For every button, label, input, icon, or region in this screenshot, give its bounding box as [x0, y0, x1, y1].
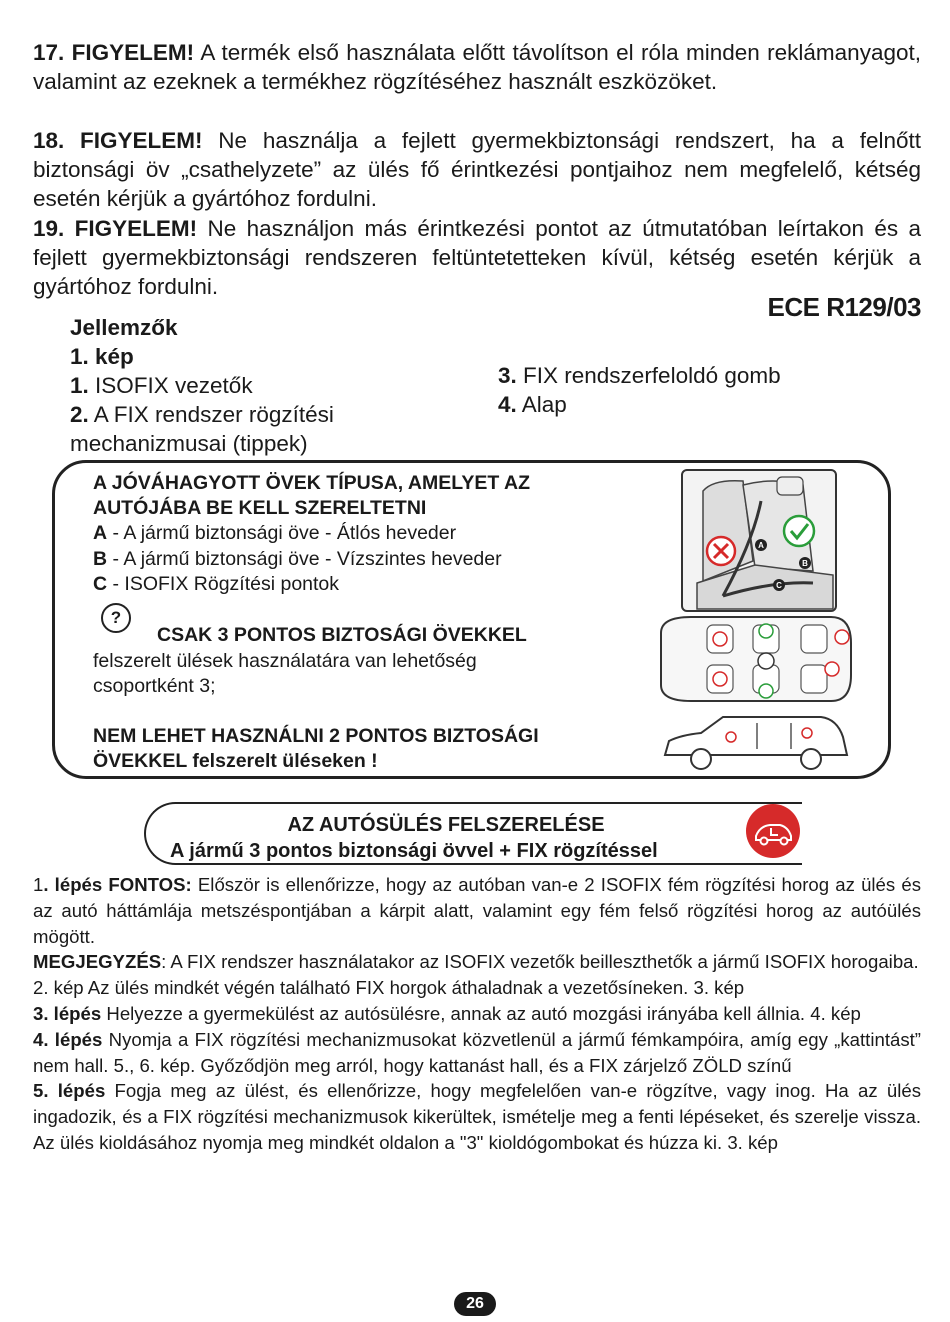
three-point-bold: CSAK 3 PONTOS BIZTOSÁGI ÖVEKKEL: [157, 624, 527, 646]
warning-head: 18. FIGYELEM!: [33, 128, 203, 153]
belt-item-key: A: [93, 522, 108, 544]
question-icon: ?: [101, 603, 131, 633]
step-bold: 3. lépés: [33, 1002, 102, 1024]
belt-item-b: [93, 547, 502, 572]
feature-num: 4.: [498, 392, 517, 417]
check-icon: [784, 516, 814, 546]
warning-text: Ne használjon más érintkezési pontot az útmutatóban leírtakon és a fejlett gyermekbiztonsági rendszeren feltüntetetteken kívül, kétség esetén kérjük a gyártóhoz fordulni.: [33, 216, 921, 299]
features-left: [70, 313, 430, 458]
warning-head: 17. FIGYELEM!: [33, 40, 195, 65]
belt-item-text: - A jármű biztonsági öve - Átlós heveder: [107, 522, 457, 544]
feature-text: A FIX rendszer rögzítési mechanizmusai (tippek): [70, 402, 334, 456]
step-note: [33, 949, 921, 975]
car-top-view-illustration: [651, 613, 856, 705]
step-text: Nyomja a FIX rögzítési mechanizmusokat közvetlenül a jármű fémkampóira, amíg egy „kattintást” nem hall. 5., 6. kép. Győződjön meg arról, hogy kattanást hall, és a FIX zárjelző ZÖLD színű: [33, 1028, 921, 1076]
step-text: : A FIX rendszer használatakor az ISOFIX vezetők beilleszthetők a jármű ISOFIX horogaiba.: [161, 951, 919, 973]
step-4: [33, 1027, 921, 1079]
warning-18: [33, 126, 921, 213]
feature-text: Alap: [516, 392, 567, 417]
step-5: [33, 1078, 921, 1155]
car-seat-icon: [746, 804, 800, 858]
installation-steps: [33, 872, 921, 1156]
feature-text: FIX rendszerfeloldó gomb: [516, 363, 781, 388]
car-side-view-illustration: [661, 711, 851, 773]
belt-box-title-2: AUTÓJÁBA BE KELL SZERELTETNI: [93, 497, 427, 519]
installation-header: [144, 802, 802, 865]
two-point-line2: [93, 749, 378, 774]
features-image-ref: 1. kép: [70, 344, 134, 369]
feature-text: ISOFIX vezetők: [88, 373, 253, 398]
belt-item-c: [93, 572, 339, 597]
belt-item-a: [93, 521, 456, 546]
two-point-line1: NEM LEHET HASZNÁLNI 2 PONTOS BIZTOSÁGI: [93, 725, 539, 747]
ece-standard: ECE R129/03: [767, 292, 921, 322]
feature-item: [498, 390, 878, 419]
label-c: C: [776, 581, 782, 590]
step-3: [33, 1001, 921, 1027]
three-point-line3: csoportként 3;: [93, 675, 216, 697]
features-right: [498, 361, 878, 419]
feature-num: 2.: [70, 402, 89, 427]
feature-item: [70, 371, 430, 400]
belt-item-text: - ISOFIX Rögzítési pontok: [107, 573, 340, 595]
label-b: B: [802, 559, 808, 568]
page-number: 26: [454, 1292, 496, 1316]
step-1: [33, 872, 921, 949]
label-a: A: [758, 541, 764, 550]
warning-17: [33, 38, 921, 96]
feature-num: 3.: [498, 363, 517, 388]
step-2: [33, 975, 921, 1001]
step-text: Először is ellenőrizze, hogy az autóban van-e 2 ISOFIX fém rögzítési horog az ülés és az autó háttámlája metszéspontjában a kárpit alatt, valamint egy fém felső rögzítési horog az autóülés mögött.: [33, 874, 921, 947]
step-lead: 1: [33, 874, 44, 895]
step-text: Fogja meg az ülést, és ellenőrizze, hogy megfelelően van-e rögzítve, vagy inog. Ha az ülés ingadozik, és a FIX rögzítési mechanizmusok kikerültek, ismételje meg a fenti lépéseket, és szerelje vissza. Az ülés kioldásához nyomja meg mindkét oldalon a "3" kioldógombokat és húzza ki. 3. kép: [33, 1080, 921, 1153]
three-point-line2: felszerelt ülések használatára van lehetőség: [93, 650, 477, 672]
feature-num: 1.: [70, 373, 89, 398]
installation-title: AZ AUTÓSÜLÉS FELSZERELÉSE: [287, 814, 605, 836]
two-point-bold: ÖVEKKEL: [93, 750, 187, 772]
step-text: Helyezze a gyermekülést az autósülésre, annak az autó mozgási irányába kell állnia. 4. kép: [101, 1002, 861, 1024]
installation-subtitle: A jármű 3 pontos biztonsági övvel + FIX rögzítéssel: [170, 840, 658, 862]
belt-item-key: C: [93, 573, 108, 595]
belt-type-box: [52, 460, 891, 779]
warning-19: [33, 214, 921, 301]
step-bold: 4. lépés: [33, 1028, 103, 1050]
warning-text: A termék első használata előtt távolítson el róla minden reklámanyagot, valamint az ezeknek a termékhez rögzítéséhez használt eszközöket.: [33, 40, 921, 94]
feature-item: [498, 361, 878, 390]
warning-text: Ne használja a fejlett gyermekbiztonsági rendszert, ha a felnőtt biztonsági öv „csathelyzete” az ülés fő érintkezési pontjaihoz nem megfelelő, kétség esetén kérjük a gyártóhoz fordulni.: [33, 128, 921, 211]
feature-item: [70, 400, 430, 458]
two-point-rest: felszerelt üléseken !: [186, 750, 378, 772]
belt-box-title-1: A JÓVÁHAGYOTT ÖVEK TÍPUSA, AMELYET AZ: [93, 472, 530, 494]
step-text: 2. kép Az ülés mindkét végén található FIX horgok áthaladnak a vezetősíneken. 3. kép: [33, 977, 745, 999]
step-bold: 5. lépés: [33, 1080, 106, 1102]
seat-belt-illustration: [681, 469, 837, 612]
warning-head: 19. FIGYELEM!: [33, 216, 198, 241]
step-bold: . lépés FONTOS:: [43, 874, 192, 895]
step-bold: MEGJEGYZÉS: [33, 951, 162, 973]
belt-item-text: - A jármű biztonsági öve - Vízszintes heveder: [107, 548, 502, 570]
belt-item-key: B: [93, 548, 108, 570]
cross-icon: [707, 537, 735, 565]
features-title: Jellemzők: [70, 315, 178, 340]
